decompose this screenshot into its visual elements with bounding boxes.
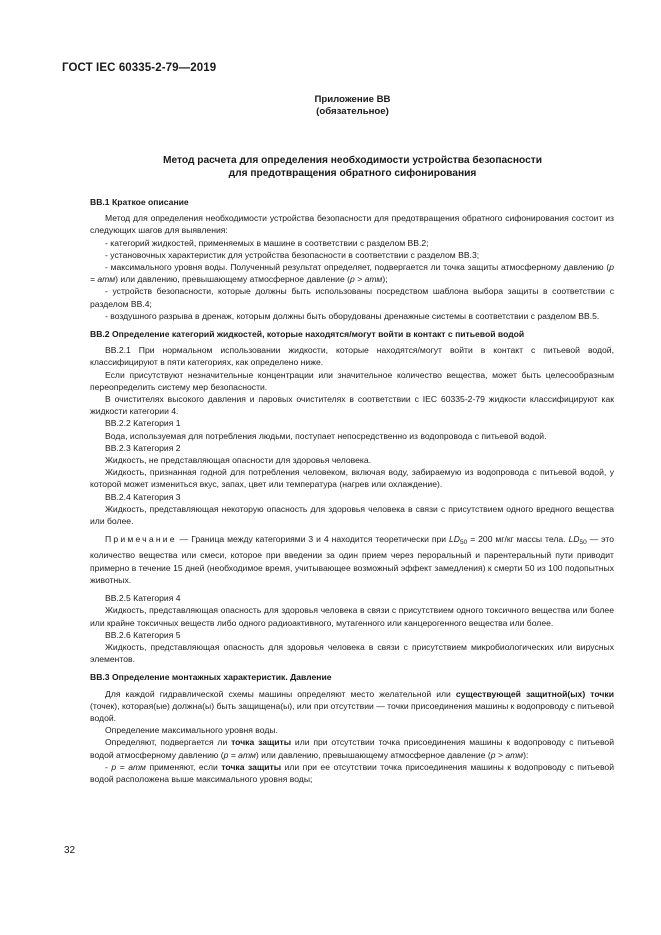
subheading: ВВ.2.4 Категория 3 — [105, 491, 181, 502]
paragraph: Жидкость, представляющая некоторую опасность для здоровья человека в связи с присутствием одного вредного вещества или более. — [90, 503, 614, 527]
paragraph: Жидкость, представляющая опасность для здоровья человека в связи с присутствием одного токсичного вещества или более или крайне токсичных веществ либо одного радиоактивного, мутагенного или канцерогенного вещества или более. — [90, 605, 614, 628]
list-item: - устройств безопасности, которые должны быть использованы посредством шаблона выбора защиты в соответствии с разделом ВВ.4; — [90, 286, 614, 309]
list-item: - максимального уровня воды. Полученный результат определяет, подвергается ли точка защиты атмосферному давлению (p = атм) или давлению, превышающему атмосферное давление (p > атм); — [90, 262, 614, 285]
subheading: ВВ.2.5 Категория 4 — [105, 593, 181, 604]
document-body — [90, 196, 614, 785]
paragraph: Метод для определения необходимости устройства безопасности для предотвращения обратного сифонирования состоит из следующих шагов для выявления: — [90, 213, 614, 236]
paragraph: Жидкость, не представляющая опасности для здоровья человека. — [105, 455, 372, 466]
section-title-line-1: Метод расчета для определения необходимости устройства безопасности — [162, 155, 543, 166]
annex-title: Приложение ВВ — [314, 94, 391, 105]
heading-bb1: ВВ.1 Краткое описание — [90, 197, 189, 207]
annex-status: (обязательное) — [316, 106, 389, 117]
paragraph: Для каждой гидравлической схемы машины определяют место желательной или существующей защитной(ых) точки (точек), которая(ые) должна(ы) быть защищена(ы), или при отсутствии — точки присоединения машины к водопроводу с питьевой водой. — [90, 688, 614, 723]
paragraph: Вода, используемая для потребления людьми, поступает непосредственно из водопровода с питьевой водой. — [105, 430, 547, 441]
paragraph: Жидкость, признанная годной для потребления человеком, включая воду, забираемую из водопровода с питьевой водой, у которой может измениться вкус, запах, цвет или температура (нагрев или охлаждение). — [90, 467, 614, 490]
heading-bb3: ВВ.3 Определение монтажных характеристик. Давление — [90, 672, 332, 683]
heading-bb2: ВВ.2 Определение категорий жидкостей, которые находятся/могут войти в контакт с питьевой водой — [90, 329, 525, 340]
list-item: - воздушного разрыва в дренаж, которым должны быть оборудованы дренажные системы в соответствии с разделом ВВ.5. — [105, 310, 600, 321]
list-item: - категорий жидкостей, применяемых в машине в соответствии с разделом ВВ.2; — [105, 237, 429, 248]
subheading: ВВ.2.3 Категория 2 — [105, 442, 181, 453]
paragraph: Если присутствуют незначительные концентрации или значительное количество вещества, может быть целесообразным переопределить систему мер безопасности. — [90, 369, 614, 392]
subheading: ВВ.2.6 Категория 5 — [105, 629, 181, 640]
note: Примечание — Граница между категориями 3 и 4 находится теоретически при $LD_{50} = 200$ мг/кг массы тела. $LD_{50}$ — это количество вещества или смеси, которое при введении за один прием через пероральный и парентеральный пути приводит примерно в течение 15 дней (необходимое время, учитывающее возможный эффект замедления) к смерти 50 из 100 подопытных животных. — [90, 534, 614, 585]
list-item: - установочных характеристик для устройства безопасности в соответствии с разделом ВВ.3; — [105, 249, 480, 260]
list-item: - p = атм применяют, если точка защиты или при ее отсутствии точка присоединения машины к водопроводу с питьевой водой расположена выше максимального уровня воды; — [90, 761, 614, 784]
paragraph: Определяют, подвергается ли точка защиты или при отсутствии точка присоединения машины к водопроводу с питьевой водой атмосферному давлению (p = атм) или давлению, превышающему атмосферное давление (p > атм): — [90, 737, 615, 760]
paragraph: ВВ.2.1 При нормальном использовании жидкости, которые находятся/могут войти в контакт с питьевой водой, классифицируют в пяти категориях, как определено ниже. — [90, 345, 614, 368]
page-number: 32 — [64, 845, 76, 856]
subheading: ВВ.2.2 Категория 1 — [105, 418, 181, 429]
paragraph: Жидкость, представляющая опасность для здоровья человека в связи с присутствием микробиологических или вирусных элементов. — [90, 641, 614, 665]
paragraph: В очистителях высокого давления и паровых очистителях в соответствии с IEC 60335-2-79 жидкости классифицируют как жидкости категории 4. — [90, 394, 614, 417]
section-title-line-2: для предотвращения обратного сифонирования — [228, 168, 477, 179]
paragraph: Определение максимального уровня воды. — [105, 725, 278, 736]
document-code: ГОСТ IEC 60335-2-79—2019 — [62, 62, 217, 74]
